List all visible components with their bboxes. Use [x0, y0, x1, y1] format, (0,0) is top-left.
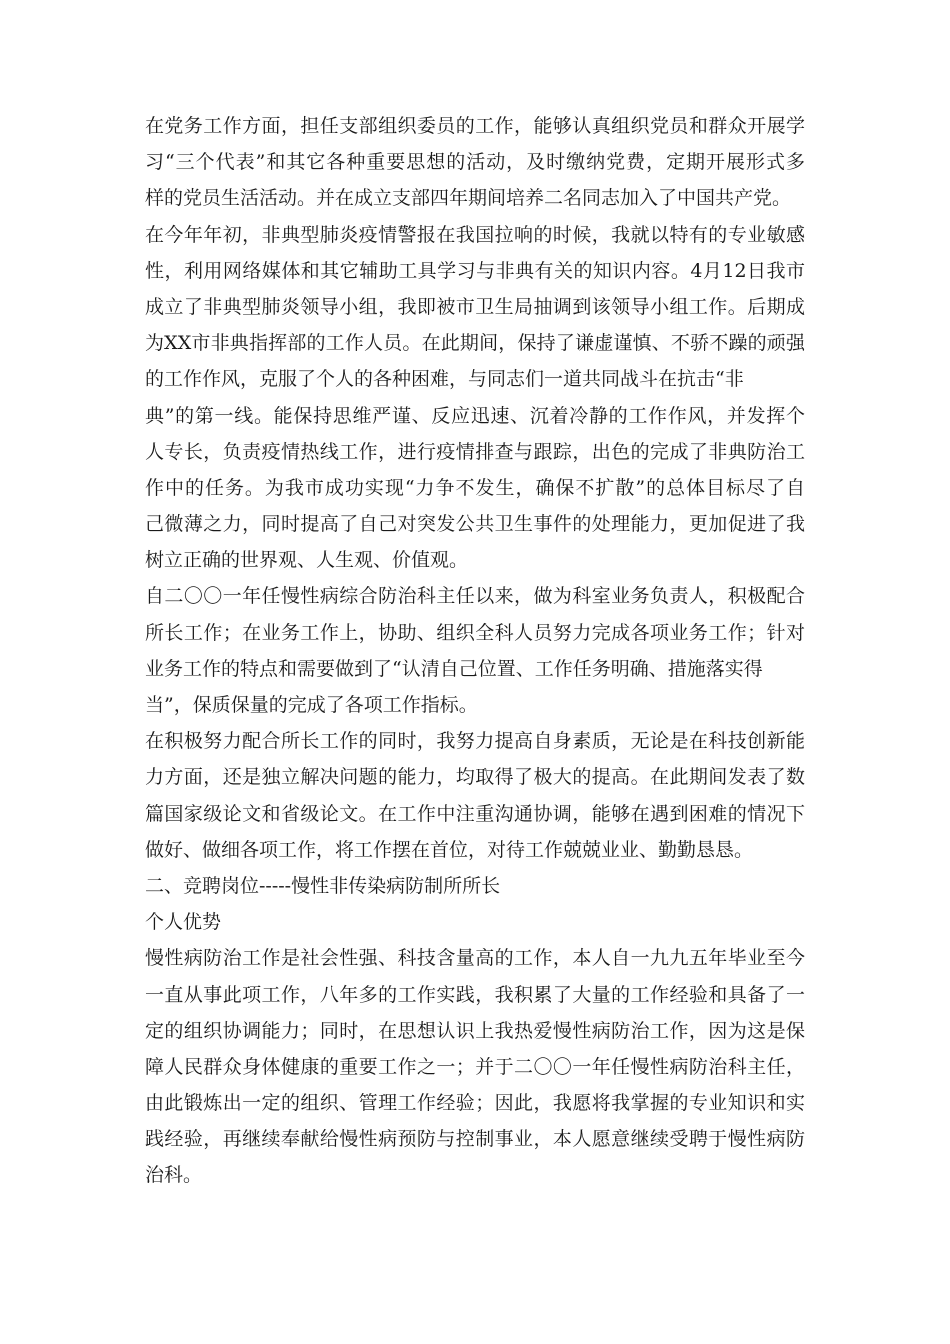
text-line: 个人优势 [145, 911, 222, 934]
paragraph-department-head [145, 578, 805, 723]
section-heading-advantages [145, 904, 805, 940]
text-line: 作中的任务。为我市成功实现“力争不发生，确保不扩散”的总体目标尽了自 [145, 476, 805, 499]
text-line: 性，利用网络媒体和其它辅助工具学习与非典有关的知识内容。4月12日我市 [145, 259, 805, 282]
text-line: 定的组织协调能力；同时，在思想认识上我热爱慢性病防治工作，因为这是保 [145, 1019, 805, 1042]
text-line: 在党务工作方面，担任支部组织委员的工作，能够认真组织党员和群众开展学 [145, 115, 805, 137]
document-body [145, 108, 805, 1194]
text-line: 治科。 [145, 1164, 203, 1187]
text-line: 力方面，还是独立解决问题的能力，均取得了极大的提高。在此期间发表了数 [145, 766, 805, 789]
text-line: 成立了非典型肺炎领导小组，我即被市卫生局抽调到该领导小组工作。后期成 [145, 295, 805, 318]
text-line: 样的党员生活活动。并在成立支部四年期间培养二名同志加入了中国共产党。 [145, 187, 792, 210]
text-line: 业务工作的特点和需要做到了“认清自己位置、工作任务明确、措施落实得 [145, 657, 763, 680]
paragraph-self-improvement [145, 723, 805, 868]
text-line: 的工作作风，克服了个人的各种困难，与同志们一道共同战斗在抗击“非 [145, 368, 744, 391]
text-line: 二、竞聘岗位-----慢性非传染病防制所所长 [145, 874, 501, 897]
text-line: 践经验，再继续奉献给慢性病预防与控制事业，本人愿意继续受聘于慢性病防 [145, 1128, 805, 1151]
section-heading-position [145, 868, 805, 904]
text-line: 自二〇〇一年任慢性病综合防治科主任以来，做为科室业务负责人，积极配合 [145, 585, 805, 608]
text-line: 习“三个代表”和其它各种重要思想的活动，及时缴纳党费，定期开展形式多 [145, 151, 805, 174]
text-line: 所长工作；在业务工作上，协助、组织全科人员努力完成各项业务工作；针对 [145, 621, 805, 644]
text-line: 在积极努力配合所长工作的同时，我努力提高自身素质，无论是在科技创新能 [145, 730, 805, 753]
text-line: 己微薄之力，同时提高了自己对突发公共卫生事件的处理能力，更加促进了我 [145, 513, 805, 536]
text-line: 树立正确的世界观、人生观、价值观。 [145, 549, 469, 572]
text-line: 在今年年初，非典型肺炎疫情警报在我国拉响的时候，我就以特有的专业敏感 [145, 223, 805, 246]
paragraph-party-work [145, 108, 805, 217]
text-line: 一直从事此项工作，八年多的工作实践，我积累了大量的工作经验和具备了一 [145, 983, 805, 1006]
text-line: 做好、做细各项工作，将工作摆在首位，对待工作兢兢业业、勤勤恳恳。 [145, 838, 754, 861]
text-line: 篇国家级论文和省级论文。在工作中注重沟通协调，能够在遇到困难的情况下 [145, 802, 805, 825]
paragraph-personal-advantages [145, 940, 805, 1193]
paragraph-sars-work [145, 217, 805, 579]
text-line: 为XX市非典指挥部的工作人员。在此期间，保持了谦虚谨慎、不骄不躁的顽强 [145, 332, 805, 355]
text-line: 当”，保质保量的完成了各项工作指标。 [145, 694, 478, 716]
text-line: 障人民群众身体健康的重要工作之一；并于二〇〇一年任慢性病防治科主任， [145, 1055, 805, 1078]
text-line: 慢性病防治工作是社会性强、科技含量高的工作，本人自一九九五年毕业至今 [145, 947, 805, 970]
text-line: 由此锻炼出一定的组织、管理工作经验；因此，我愿将我掌握的专业知识和实 [145, 1092, 805, 1115]
text-line: 典”的第一线。能保持思维严谨、反应迅速、沉着冷静的工作作风，并发挥个 [145, 404, 805, 427]
text-line: 人专长，负责疫情热线工作，进行疫情排查与跟踪，出色的完成了非典防治工 [145, 440, 805, 463]
